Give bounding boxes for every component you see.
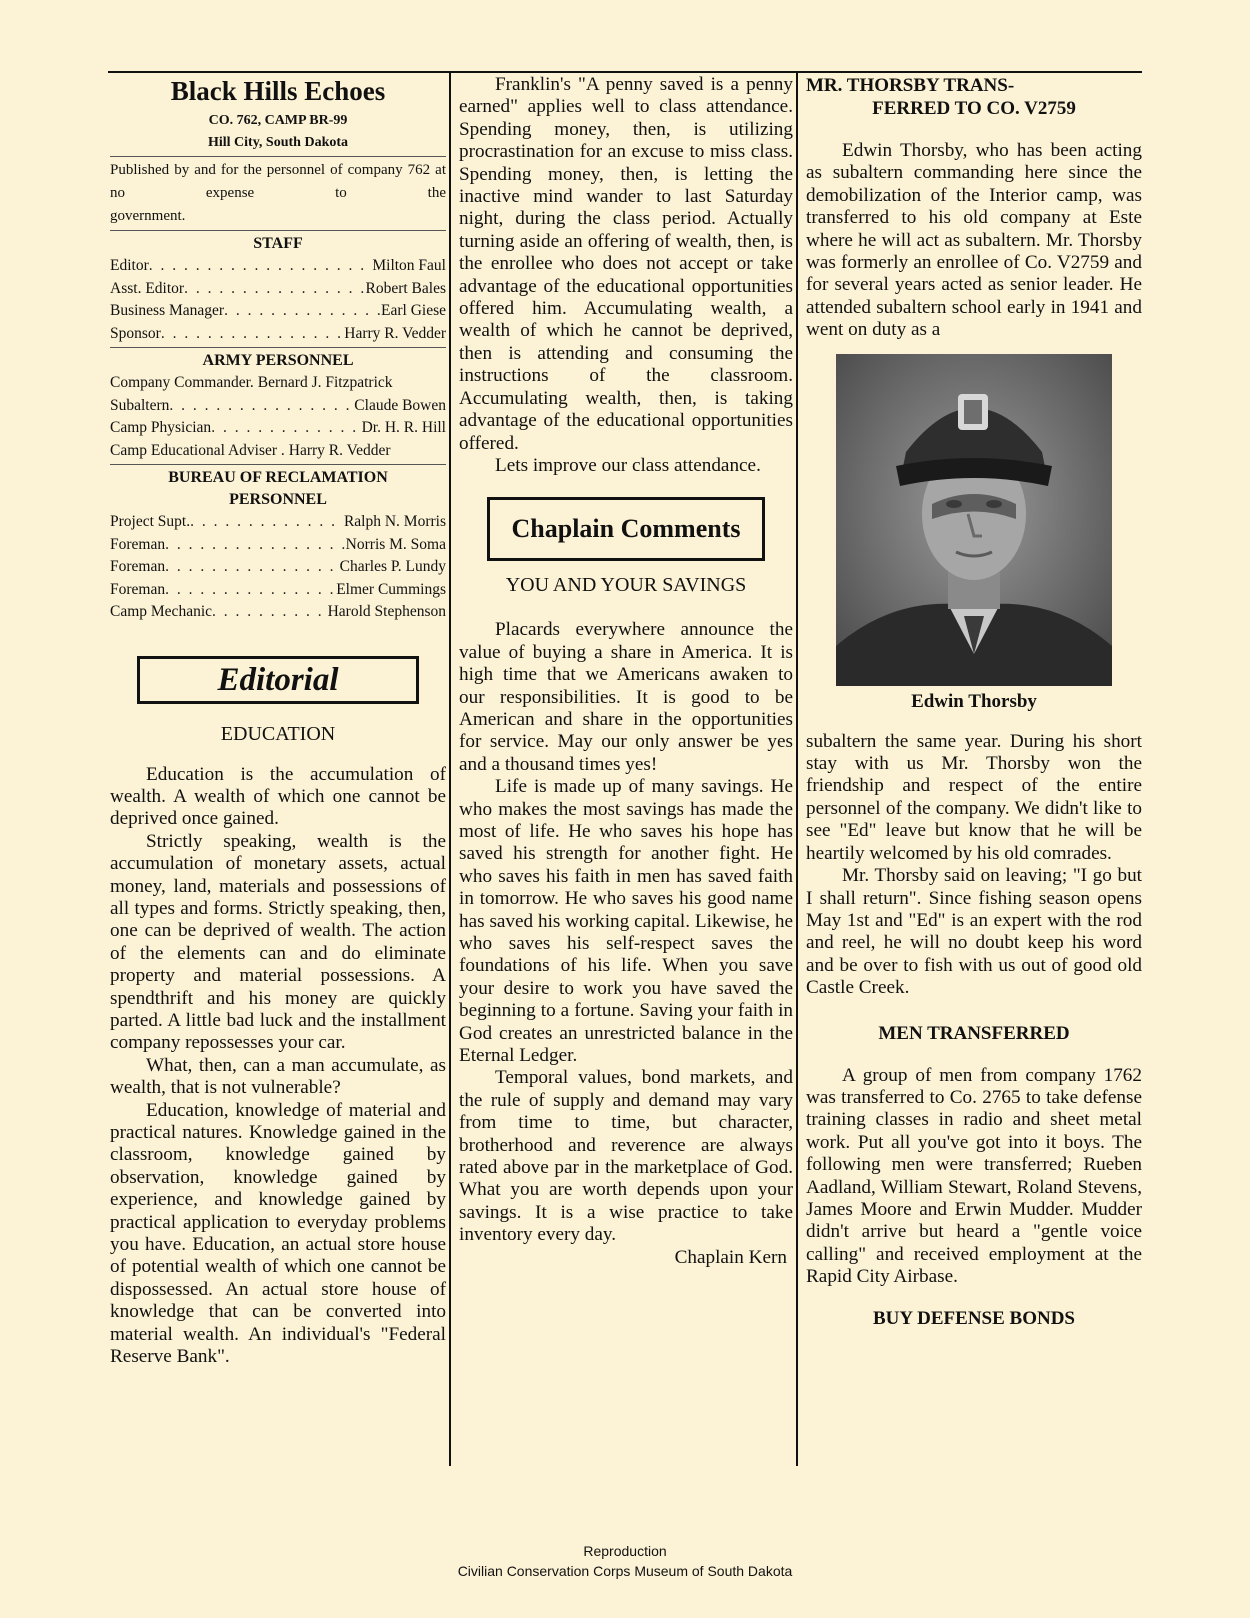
staff-row: Editor . . . Milton Faul [110,255,446,278]
top-rule [108,71,1142,73]
editorial-paragraph: Lets improve our class attendance. [495,454,761,476]
bureau-row: Foreman . . . Norris M. Soma [110,534,446,557]
thorsby-headline: MR. THORSBY TRANS- FERRED TO CO. V2759 [806,75,1076,119]
army-row: Camp Physician . . . Dr. H. R. Hill [110,417,446,440]
footer-line-1: Reproduction [583,1543,667,1559]
army-row: Company Commander. Bernard J. Fitzpatrick [110,374,393,391]
thorsby-photo [836,354,1112,686]
chaplain-paragraph: Placards everywhere announce the value of buying a share in America. It is high time that we Americans awaken to our responsibilities. It is good to be American and share in the opportunities for service. May our only answer be yes and a thousand times yes! [459,619,793,775]
men-transferred-paragraph: A group of men from company 1762 was transferred to Co. 2765 to take defense training classes in radio and sheet metal work. Put all you've got into it boys. The following men were transferred; Rueben Aadland, William Stewart, Roland Stevens, James Moore and Erwin Mudder. Mudder didn't arrive but heard a "gentle voice calling" and received employment at the Rapid City Airbase. [806,1064,1142,1288]
masthead-company: CO. 762, CAMP BR-99 [208,113,348,128]
editorial-paragraph: Franklin's "A penny saved is a penny earned" applies well to class attendance. Spending money, then, is utilizing procrastination for an excuse to miss class. Spending money, then, is letting the inactive mind wander to last Saturday night, during the class period. Actually turning aside an offering of wealth, then, is the enrollee who does not accept or take advantage of the educational opportunities offered him. Accumulating wealth, a wealth of which he cannot be deprived, then is attending and consuming the instructions of the classroom. Accumulating wealth, then, is taking advantage of the educational opportunities offered. [459,74,793,454]
photo-caption: Edwin Thorsby [911,690,1037,712]
chaplain-paragraph: Life is made up of many savings. He who makes the most savings has made the most of life. He who saves his hope has saved his strength for another fight. He who saves his faith in men has saved faith in tomorrow. He who saves his good name has saved his working capital. Likewise, he who saves his self-respect saves the foundations of his life. When you save your desire to work you have saved the beginning to a fortune. Saving your faith in God creates an unrestricted balance in the Eternal Ledger. [459,776,793,1067]
column-divider-2 [796,71,798,1466]
thorsby-paragraph: Edwin Thorsby, who has been acting as subaltern commanding here since the demobilization of the Interior camp, was transferred to his old company at Este where he will act as subaltern. Mr. Thorsby was formerly an enrollee of Co. V2759 and for several years acted as senior leader. He attended subaltern school early in 1941 and went on duty as a [806,140,1142,341]
editorial-heading-box: Editorial [137,656,419,704]
column-2 [459,74,793,1269]
army-list [110,372,446,462]
editorial-paragraph: Education is the accumulation of wealth. A wealth of which one cannot be deprived once gained. [110,763,446,830]
column-3 [806,74,1142,1330]
portrait-image [836,354,1112,686]
bureau-row: Project Supt. . . . Ralph N. Morris [110,511,446,534]
army-row: Subaltern . . . Claude Bowen [110,395,446,418]
editorial-paragraph: Education, knowledge of material and practical natures. Knowledge gained in the classroom, knowledge gained by observation, knowledge gained by experience, and knowledge gained by practical application to everyday problems you have. Education, an actual store house of potential wealth of which one cannot be dispossessed. An actual store house of knowledge that can be converted into material wealth. An individual's "Federal Reserve Bank". [110,1099,446,1368]
editorial-body [110,764,446,1369]
bureau-row: Foreman . . . Charles P. Lundy [110,556,446,579]
staff-heading: STAFF [253,235,303,252]
column-1 [110,74,446,1368]
chaplain-signature: Chaplain Kern [674,1246,787,1268]
editorial-continued [459,74,793,477]
army-heading: ARMY PERSONNEL [202,352,354,369]
chaplain-heading-box: Chaplain Comments [487,497,765,561]
masthead-location: Hill City, South Dakota [207,135,349,150]
chaplain-paragraph: Temporal values, bond markets, and the rule of supply and demand may vary from time to time, but character, brotherhood and reverence are always rated above par in the marketplace of God. What you are worth depends upon your savings. It is a wise practice to take inventory every day. [459,1067,793,1246]
men-transferred-body [806,1065,1142,1289]
defense-bonds-heading: BUY DEFENSE BONDS [872,1307,1075,1329]
divider [110,156,446,157]
bureau-heading: BUREAU OF RECLAMATION PERSONNEL [168,469,388,508]
thorsby-body [806,140,1142,342]
army-row: Camp Educational Adviser . Harry R. Vedder [110,441,391,459]
staff-row: Business Manager . . . Earl Giese [110,300,446,323]
column-divider-1 [449,71,451,1466]
divider [110,230,446,231]
thorsby-paragraph: Mr. Thorsby said on leaving; "I go but I shall return". Since fishing season opens May 1st and "Ed" is an expert with the rod and reel, he will no doubt keep his word and be over to fish with us out of good old Castle Creek. [806,865,1142,999]
thorsby-paragraph: subaltern the same year. During his short stay with us Mr. Thorsby won the friendship and respect of the entire personnel of the company. We didn't like to see "Ed" leave but know that he will be heartily welcomed by his old comrades. [806,730,1142,864]
masthead-title: Black Hills Echoes [170,76,386,106]
bureau-row: Camp Mechanic . . . Harold Stephenson [110,601,446,624]
bureau-row: Foreman . . . Elmer Cummings [110,579,446,602]
staff-row: Sponsor . . . Harry R. Vedder [110,323,446,346]
editorial-paragraph: Strictly speaking, wealth is the accumulation of monetary assets, actual money, land, materials and possessions of all types and forms. Strictly speaking, then, one can be deprived of wealth. The action of the elements can and do eliminate property and material possessions. A spendthrift and his money are quickly parted. A little bad luck and the installment company repossesses your car. [110,830,446,1054]
chaplain-subtitle: YOU AND YOUR SAVINGS [505,574,747,597]
bureau-list [110,511,446,624]
editorial-subtitle: EDUCATION [220,722,336,745]
editorial-paragraph: What, then, can a man accumulate, as wealth, that is not vulnerable? [110,1054,446,1099]
published-note: Published by and for the personnel of company 762 at no expense to the government. [110,162,446,224]
divider [110,347,446,348]
chaplain-body [459,619,793,1246]
staff-row: Asst. Editor . . . Robert Bales [110,278,446,301]
footer-line-2: Civilian Conservation Corps Museum of South Dakota [457,1563,793,1579]
divider [110,464,446,465]
staff-list [110,255,446,345]
men-transferred-heading: MEN TRANSFERRED [878,1022,1070,1044]
thorsby-body-continued [806,731,1142,1000]
